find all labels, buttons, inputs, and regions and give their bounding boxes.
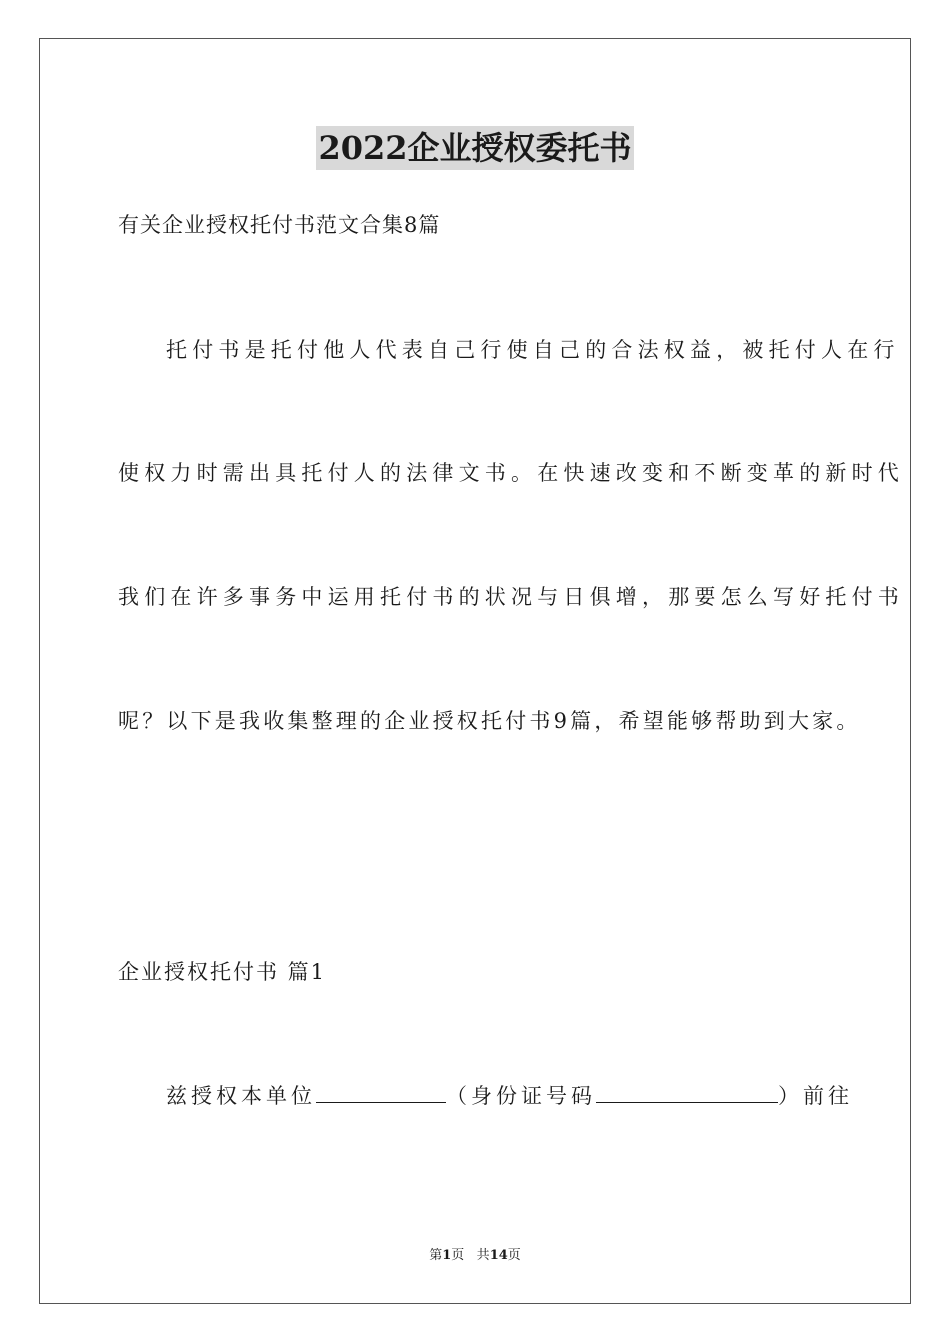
page-footer: [0, 1246, 950, 1266]
title-container: [0, 126, 950, 170]
paragraph-line-2: 使权力时需出具托付人的法律文书。在快速改变和不断变革的新时代: [118, 461, 904, 485]
authorization-middle: （身份证号码: [446, 1084, 596, 1108]
paragraph-line-4: 呢？以下是我收集整理的企业授权托付书9篇，希望能够帮助到大家。: [118, 709, 861, 733]
footer-page-label-mid: 页: [451, 1248, 465, 1263]
authorization-suffix: ）前往: [778, 1084, 853, 1108]
authorization-line: [166, 1080, 853, 1111]
footer-total-label-pre: 共: [476, 1248, 490, 1263]
footer-page-current: 1: [442, 1248, 452, 1263]
footer-total-label-post: 页: [507, 1248, 521, 1263]
footer-page-label-pre: 第: [429, 1248, 443, 1263]
authorization-prefix: 兹授权本单位: [166, 1084, 316, 1108]
unit-name-blank: [316, 1080, 446, 1103]
paragraph-line-3: 我们在许多事务中运用托付书的状况与日俱增，那要怎么写好托付书: [118, 585, 904, 609]
footer-page-total: 14: [489, 1248, 508, 1263]
document-subtitle: 有关企业授权托付书范文合集8篇: [118, 213, 441, 237]
id-number-blank: [596, 1080, 778, 1103]
paragraph-line-1: 托付书是托付他人代表自己行使自己的合法权益，被托付人在行: [166, 338, 900, 362]
document-title: 2022企业授权委托书: [316, 126, 633, 170]
section-heading: 企业授权托付书 篇1: [118, 960, 327, 984]
